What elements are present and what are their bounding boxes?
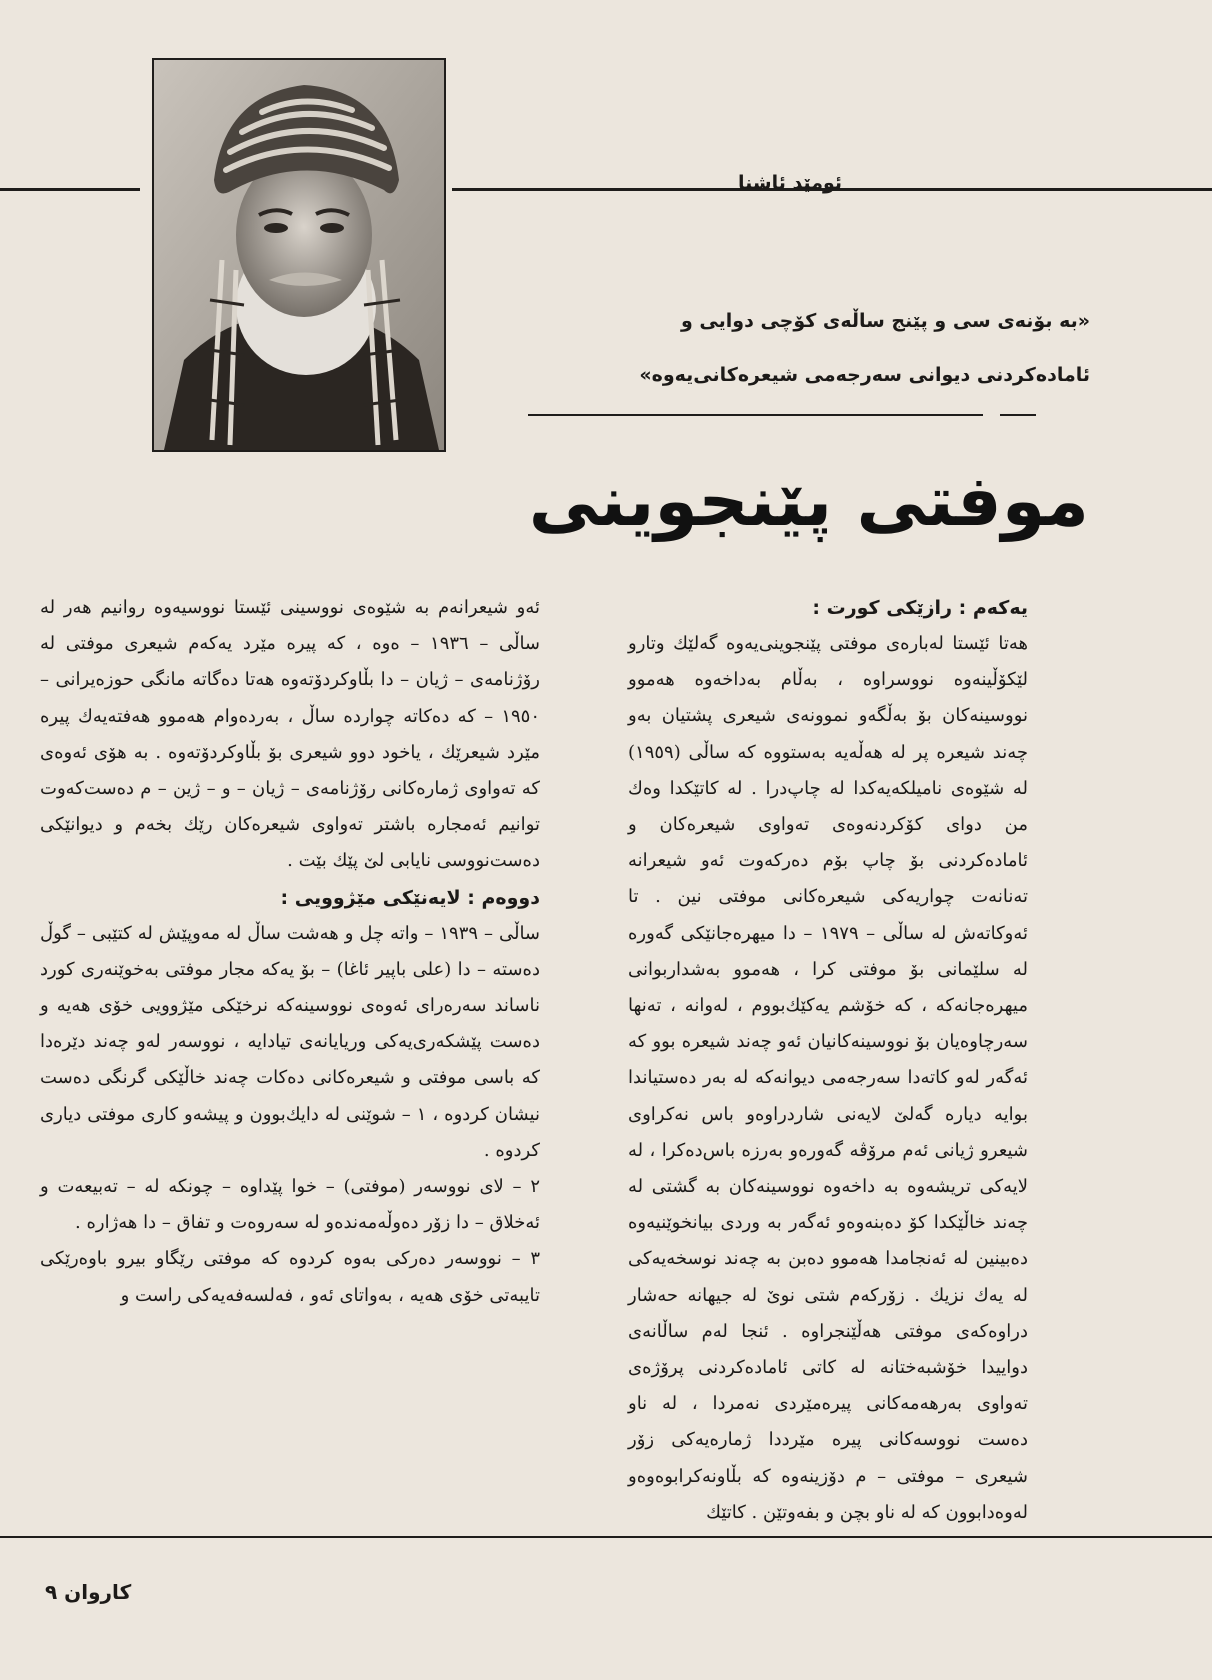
- title-rule-accent: [1000, 414, 1036, 416]
- title-rule: [528, 414, 983, 416]
- section-heading-1: یەکەم : رازێکی کورت :: [812, 597, 1028, 619]
- author-name: ئومێد ئاشنا: [738, 172, 842, 194]
- article-title: موفتی پێنجوینی: [528, 460, 1089, 542]
- section-heading-2: دووەم : لایەنێکی مێژوویی :: [280, 886, 540, 909]
- right-column: [628, 590, 1028, 1531]
- portrait-photo-graphic: [154, 60, 444, 450]
- subtitle-line-2: ئامادەکردنی دیوانی سەرجەمی شیعرەکانی‌یەوە»: [639, 364, 1090, 386]
- paragraph: ساڵی – ١٩٣٩ – واتە چل و هەشت ساڵ لە مەوپێش لە کتێبی – گوڵ دەستە – دا (علی باپیر ئاغا) – بۆ یەکە مجار موفتی بەخوێنەری کورد ناساند سەرەرای ئەوەی نووسینەکە نرخێکی مێژوویی خۆی هەیە و دەست پێشکەری‌یەکی وریایانەی تیادایە ، نووسەر لەو چەند دێرەدا کە باسی موفتی و شیعرەکانی دەکات چەند خاڵێکی گرنگی دەست نیشان کردوە ، ١ – شوێنی لە دایك‌بوون و پیشەو کاری موفتی دیاری کردوە .: [40, 922, 541, 1161]
- portrait-photo: [152, 58, 446, 452]
- header-rule-left: [0, 188, 140, 191]
- paragraph: ٣ – نووسەر دەرکی بەوە کردوە کە موفتی رێگاو بیرو باوەرێکی تایبەتی خۆی هەیە ، بەواتای ئەو ، فەلسەفەیەکی راست و: [40, 1248, 540, 1306]
- paragraph: ئەو شیعرانەم بە شێوەی نووسینی ئێستا نووسیەوە روانیم هەر لە ساڵی – ١٩٣٦ – ەوە ، کە پیرە مێرد یەکەم شیعری موفتی لە رۆژنامەی – ژیان – دا بڵاوکردۆتەوە هەتا دەگاتە مانگی حوزەیرانی – ١٩٥٠ – کە دەکاتە چواردە ساڵ ، بەردەوام هەموو هەفتەیەك پیرە مێرد شیعرێك ، یاخود دوو شیعری بۆ بڵاوکردۆتەوە . بە هۆی ئەوەی کە تەواوی ژمارەکانی رۆژنامەی – ژیان – و – ژین – م دەست‌کەوت توانیم ئەمجارە باشتر تەواوی شیعرەکان رێك بخەم و دیوانێکی دەست‌نووسی نایابی لێ پێك بێت .: [40, 597, 541, 872]
- subtitle-line-1: «بە بۆنەی سی و پێنج ساڵەی کۆچی دوایی و: [680, 310, 1090, 332]
- page-footer: کاروان ٩: [45, 1580, 132, 1604]
- left-column: [40, 590, 540, 1314]
- paragraph: هەتا ئێستا لەبارەی موفتی پێنجوینی‌یەوە گەلێك وتارو لێکۆڵینەوە نووسراوە ، بەڵام بەداخەوە هەموو نووسینەکان بۆ بەڵگەو نموونەی شیعری پشتیان بەو چەند شیعرە پر لە هەڵەیە بەستووە کە ساڵی (١٩٥٩) لە شێوەی نامیلکەیەکدا لە چاپ‌درا . لە کاتێکدا وەك من دوای کۆکردنەوەی تەواوی شیعرەکان و ئامادەکردنی بۆ چاپ بۆم دەرکەوت ئەو شیعرانە تەنانەت چواریەکی شیعرەکانی موفتی نین . تا ئەوکاتەش لە ساڵی – ١٩٧٩ – دا میهرەجانێکی گەورە لە سلێمانی بۆ موفتی کرا ، هەموو بەشداربوانی میهرەجانەکە ، کە خۆشم یەکێك‌بووم ، لەوانە ، تەنها سەرچاوەیان بۆ نووسینەکانیان ئەو چەند شیعرە بوو کە ئەگەر لەو کاتەدا سەرجەمی دیوانەکە لە بەر دەستیاندا بوایە دیارە گەلێ لایەنی شاردراوەو باس نەکراوی شیعرو ژیانی ئەم مرۆڤە گەورەو بەرزە باس‌دەکرا ، لە لایەکی تریشەوە بە داخەوە نووسینەکان بە گشتی لە چەند خاڵێکدا کۆ دەبنەوەو ئەگەر بە وردی بیانخوێنیەوە دەبینین لە ئەنجامدا هەموو دەبن بە چەند نوسخەیەکی لە یەك نزیك . زۆرکەم شتی نوێ لە جیهانە حەشار دراوەکەی موفتی هەڵێنجراوە . ئنجا لەم ساڵانەی دواییدا خۆشبەختانە لە کاتی ئامادەکردنی پرۆژەی تەواوی بەرهەمەکانی پیرەمێردی نەمردا ، لە ناو دەست نووسەکانی پیرە مێرددا ژمارەیەکی زۆر شیعری – موفتی – م دۆزینەوە کە بڵاونەکرابوەوەو لەوەدابوون کە لە ناو بچن و بفەوتێن . کاتێك: [628, 633, 1028, 1523]
- paragraph: ٢ – لای نووسەر (موفتی) – خوا پێداوە – چونکە لە – تەبیعەت و ئەخلاق – دا زۆر دەوڵەمەندەو لە سەروەت و تفاق – دا هەژارە .: [40, 1176, 540, 1234]
- footer-rule: [0, 1536, 1212, 1538]
